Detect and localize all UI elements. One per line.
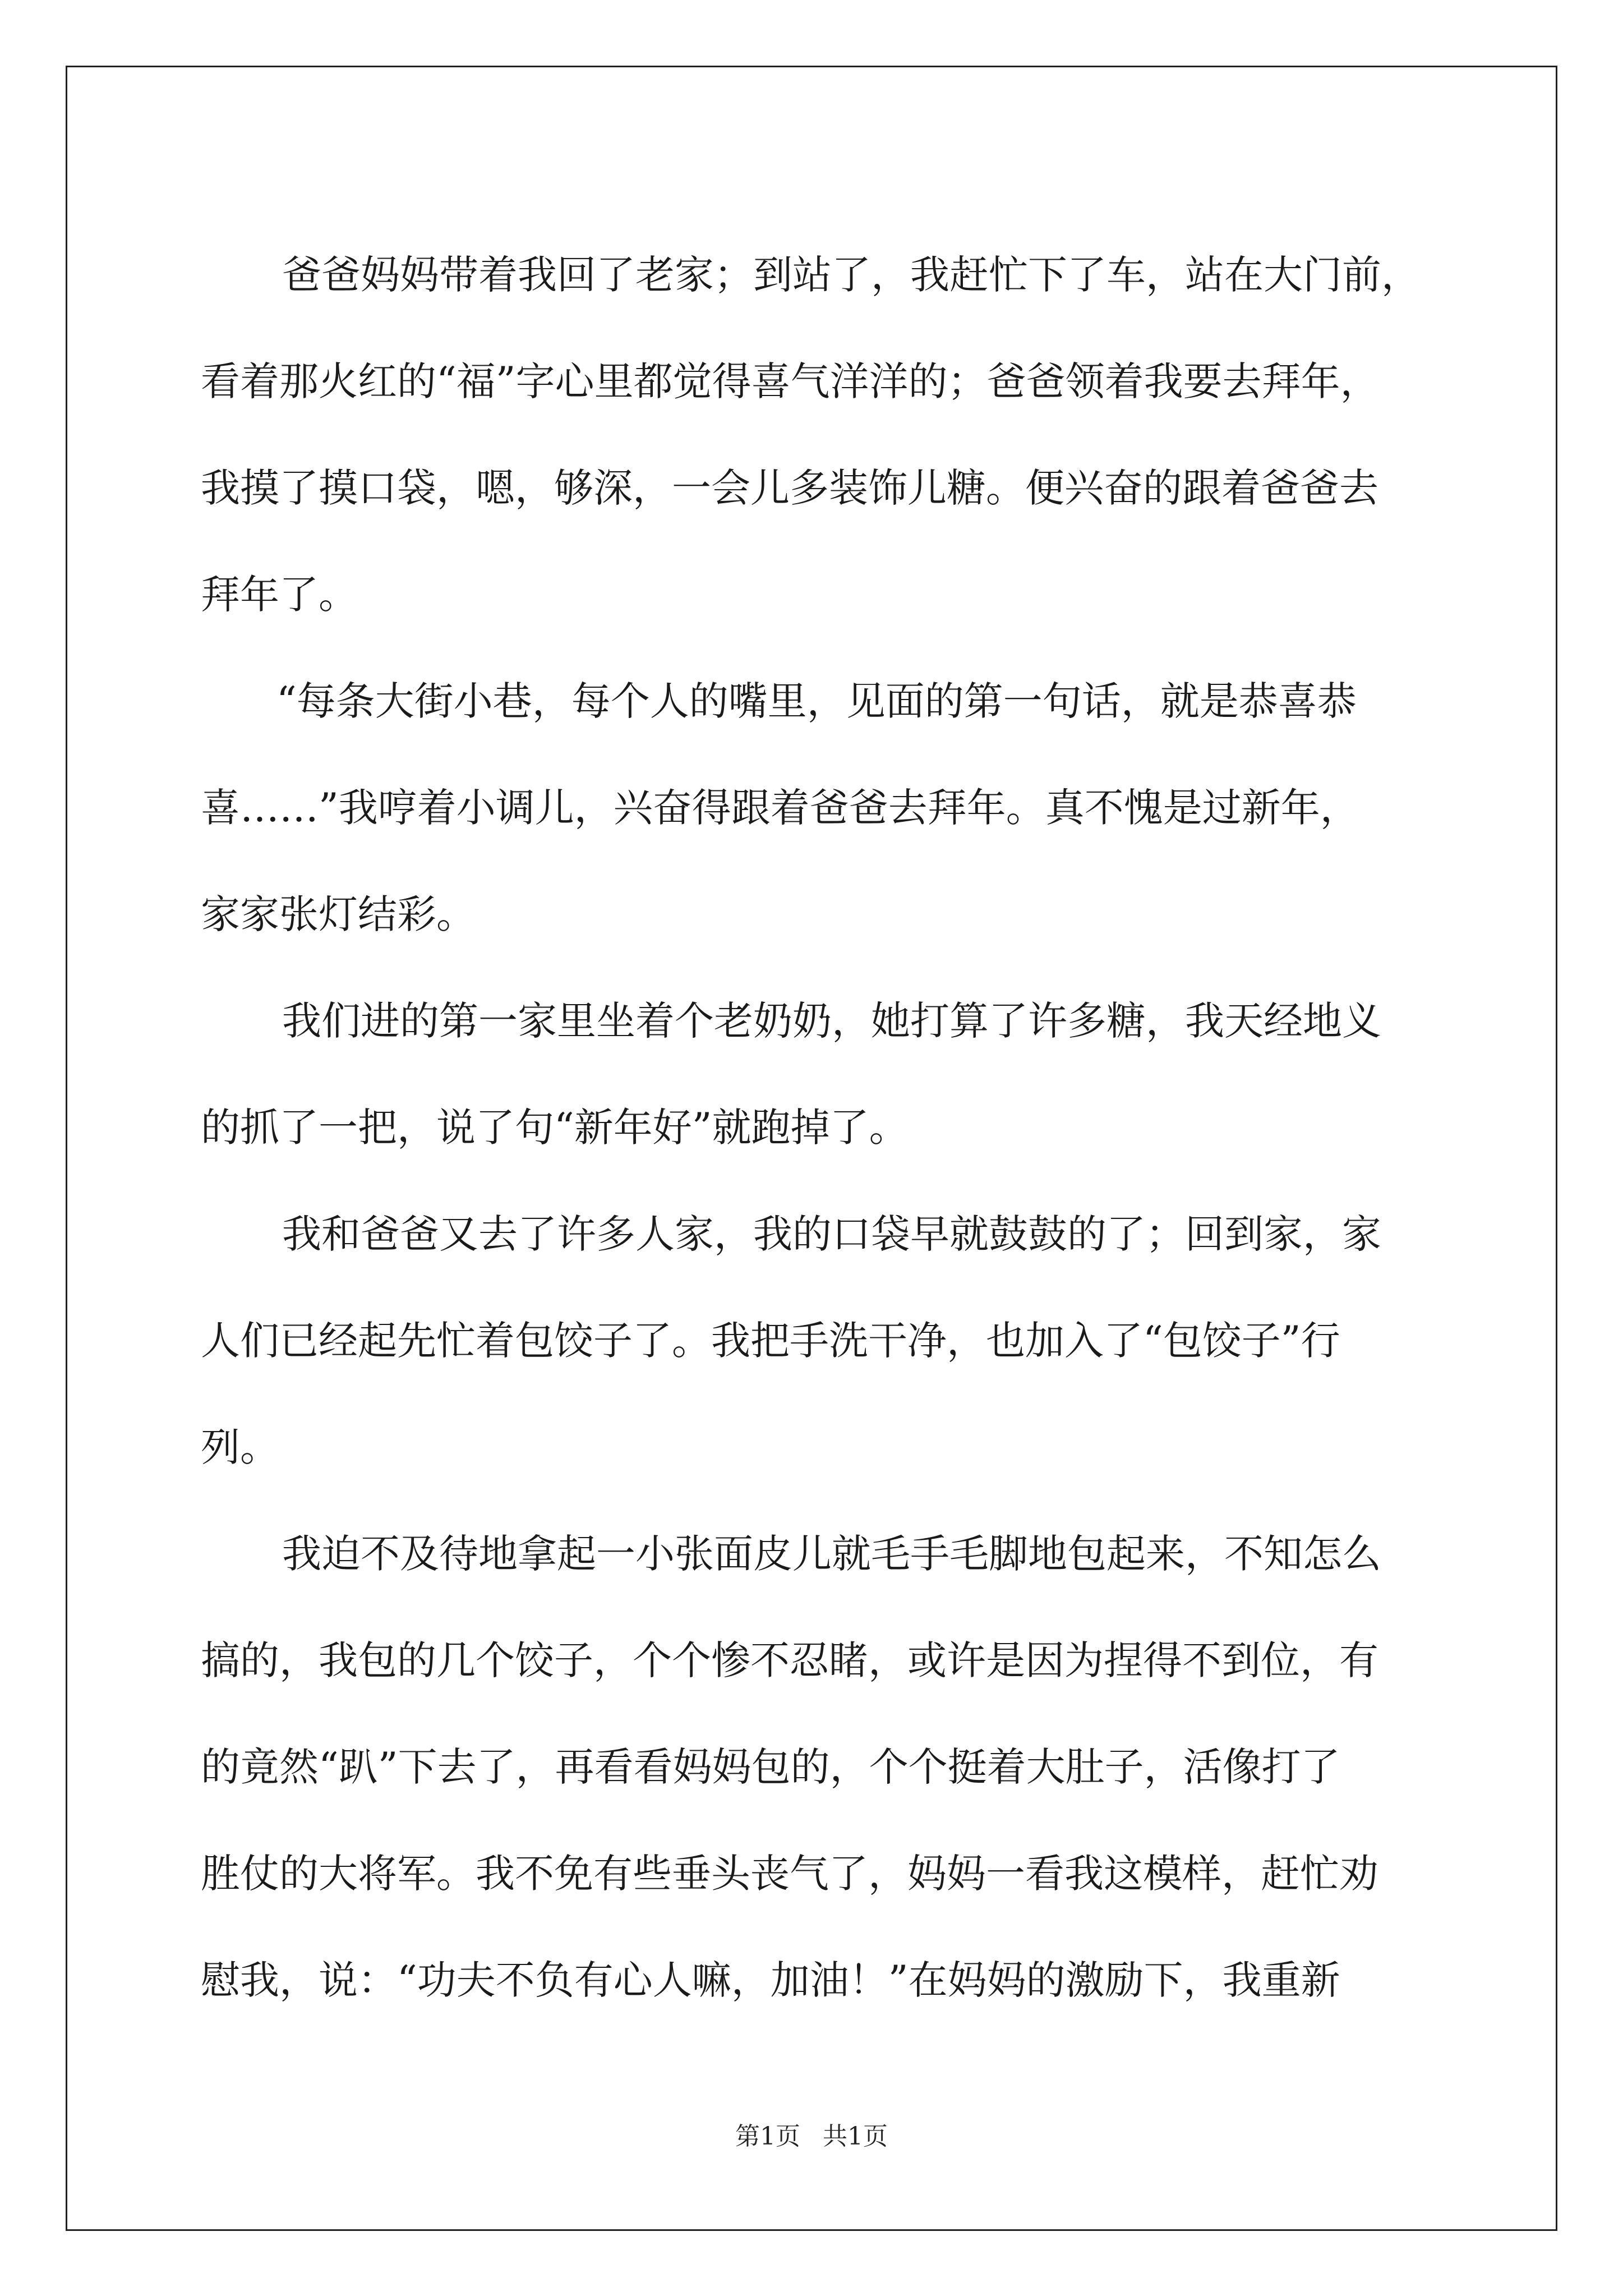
text-line: 我迫不及待地拿起一小张面皮儿就毛手毛脚地包起来，不知怎么	[282, 1531, 1381, 1577]
paragraph	[201, 222, 1429, 648]
text-line: 搞的，我包的几个饺子，个个惨不忍睹，或许是因为捏得不到位，有	[201, 1637, 1378, 1683]
text-line: “每条大街小巷，每个人的嘴里，见面的第一句话，就是恭喜恭	[276, 678, 1357, 724]
text-line: 人们已经起先忙着包饺子了。我把手洗干净，也加入了“包饺子”行	[201, 1318, 1340, 1364]
page-footer	[0, 2116, 1623, 2152]
text-line: 家家张灯结彩。	[201, 891, 476, 937]
text-line: 我摸了摸口袋，嗯，够深，一会儿多装饰儿糖。便兴奋的跟着爸爸去	[201, 465, 1378, 511]
paragraph	[201, 1501, 1429, 2033]
page-number: 第1页	[735, 2122, 800, 2151]
text-line: 列。	[201, 1424, 279, 1470]
text-line: 胜仗的大将军。我不免有些垂头丧气了，妈妈一看我这模样，赶忙劝	[201, 1851, 1378, 1897]
text-line: 慰我，说：“功夫不负有心人嘛，加油！”在妈妈的激励下，我重新	[201, 1957, 1340, 2003]
text-line: 我和爸爸又去了许多人家，我的口袋早就鼓鼓的了；回到家，家	[282, 1211, 1381, 1257]
text-line: 的抓了一把，说了句“新年好”就跑掉了。	[201, 1105, 909, 1151]
document-body	[201, 222, 1429, 2033]
paragraph	[201, 1181, 1429, 1501]
total-pages: 共1页	[823, 2122, 888, 2151]
text-line: 看着那火红的“福”字心里都觉得喜气洋洋的；爸爸领着我要去拜年，	[201, 358, 1380, 404]
text-line: 拜年了。	[201, 572, 358, 618]
text-line: 我们进的第一家里坐着个老奶奶，她打算了许多糖，我天经地义	[282, 998, 1381, 1044]
paragraph	[201, 968, 1429, 1181]
paragraph	[201, 648, 1429, 968]
text-line: 的竟然“趴”下去了，再看看妈妈包的，个个挺着大肚子，活像打了	[201, 1744, 1340, 1790]
text-line: 喜……”我哼着小调儿，兴奋得跟着爸爸去拜年。真不愧是过新年，	[201, 785, 1359, 831]
text-line: 爸爸妈妈带着我回了老家；到站了，我赶忙下了车，站在大门前，	[282, 252, 1421, 298]
